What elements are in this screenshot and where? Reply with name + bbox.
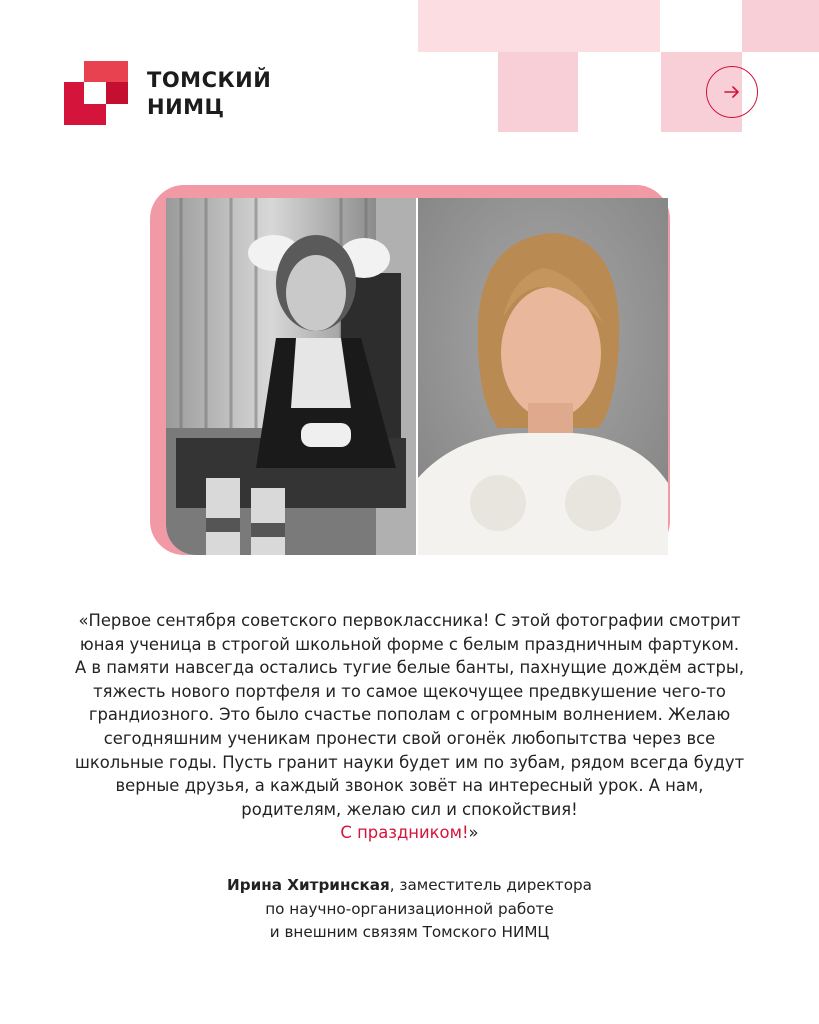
tomsk-nimc-logo-icon [64,61,128,125]
quote-line: юная ученица в строгой школьной форме с белым праздничным фартуком. [79,634,740,654]
quote-line: «Первое сентября советского первоклассника! С этой фотографии смотрит [78,611,741,630]
childhood-photo [166,198,416,555]
brand-line-2: НИМЦ [147,95,225,119]
decor-square [498,0,578,52]
portrait-photo [418,198,668,555]
brand-line-1: ТОМСКИЙ [147,68,272,92]
author-line-2: по научно-организационной работе [265,899,554,918]
photo-collage [166,198,668,555]
decor-square [578,0,660,52]
quote-closing [40,821,779,845]
quote-line: школьные годы. Пусть гранит науки будет им по зубам, рядом всегда будут [74,752,745,772]
author-line-3: и внешним связям Томского НИМЦ [269,923,550,941]
greeting-accent: С праздником! [340,823,469,843]
author-role: , заместитель директора [389,876,592,894]
quote-line: грандиозного. Это было счастье пополам с огромным волнением. Желаю [88,705,731,725]
quote-text [40,609,779,845]
quote-line: родителям, желаю сил и спокойствия! [241,799,578,819]
decor-square [742,0,819,52]
author-name: Ирина Хитринская [227,876,390,894]
closing-quote-mark: » [468,823,479,843]
author-line-1 [90,874,729,898]
quote-line: сегодняшним ученикам пронести свой огонёк любопытства через все [103,728,716,748]
next-button[interactable] [706,66,758,118]
decor-square [418,0,498,52]
decor-square [498,52,578,132]
author-signature [90,874,729,945]
arrow-right-icon [724,86,740,98]
brand-name [147,67,271,121]
quote-line: А в памяти навсегда остались тугие белые банты, пахнущие дождём астры, [74,658,745,678]
quote-line: тяжесть нового портфеля и то самое щекочущее предвкушение чего-то [93,681,726,701]
quote-line: верные друзья, а каждый звонок зовёт на интересный урок. А нам, [115,776,704,796]
